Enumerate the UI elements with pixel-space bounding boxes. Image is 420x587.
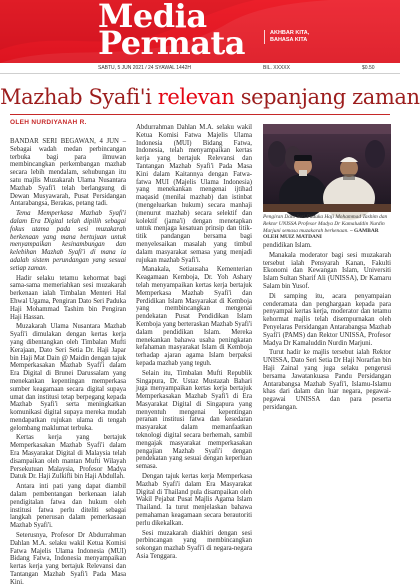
paragraph: BANDAR SERI BEGAWAN, 4 JUN – Sebagai wadah medan perbincangan terbuka bagi para ilmuwan membincangkan perkembangan mazhab secara lebih mendalam, sehubungan itu satu majlis Muzakarah Ulama Nusantara Mazhab Syafi'i telah berlangsung di Dewan Musyawarah, Pusat Persidangan Antarabangsa, Berakas, petang tadi. (10, 138, 126, 208)
headline-divider (10, 114, 390, 115)
tagline-line-2: BAHASA KITA (270, 37, 308, 43)
headline-part-2: sepanjang zaman (234, 85, 420, 109)
article-headline (0, 84, 420, 110)
article-photo (263, 124, 391, 212)
headline-part-1: Mazhab Syafi'i (0, 85, 158, 109)
photo-caption (263, 214, 391, 241)
photo-credit: – GAMBAR OLEH MUIZ MATDANI (263, 227, 379, 241)
paragraph: Abdurrahman Dahlan M.A. selaku wakil Ketua Komisi Fatwa Majelis Ulama Indonesia (MUI) Bidang Fatwa, Indonesia, telah menyampaikan kertas kerja yang bertajuk Relevansi dan Tantangan Mazhab Syafi'i Pada Masa Kini dalam Kaitannya dengan Fatwa-fatwa MUI (Majelis Ulama Indonesia) yang menekankan mengenai ijtihad maqasid (menilai mazhab) dan istinbat (mengeluarkan hukum) secara manhaji (menurut mazhab) secara selektif dan kolektif (jama'i) dengan menetapkan untuk menjaga kesatuan prinsip dan titik-titik pandangan bersama bagi menyelesaikan masalah yang timbul dalam masyarakat semasa yang menjadi rujukan mazhab Syafi'i. (136, 124, 252, 264)
issue-edition: BIL. XXXXX (263, 65, 290, 71)
paragraph: Muzakarah Ulama Nusantara Mazhab Syafi'i dimulakan dengan kertas kerja yang dibentangkan oleh Timbalan Mufti Kerajaan, Dato Seri Setia Dr. Haji Japar bin Haji Mat Dain @ Maidin dengan tajuk Memperkasakan Mazhab Syafi'i dalam Era Digital di Brunei Darussalam yang menekankan kepentingan memperkasa sumber keagamaan secara digital supaya umat dan institusi tetap berpegang kepada Mazhab Syafi'i serta meningkatkan komunikasi digital supaya mereka mudah mendapatkan rujukan ulama di tengah gelombang maklumat terbuka. (10, 323, 126, 432)
paragraph: Di samping itu, acara penyampaian cenderamata dan penghargaan kepada para penyampai kertas kerja, moderator dan tetamu kehormat majlis telah disempurnakan oleh Penyelaras Persidangan Antarabangsa Mazhab Syafi'i (PAMS) dan Rektor UNISSA, Profesor Madya Dr Kamaluddin Nurdin Marjuni. (263, 292, 391, 347)
paragraph: Hadir selaku tetamu kehormat bagi sama-sama memeriahkan sesi muzakarah berkenaan ialah Timbalan Menteri Hal Ehwal Ugama, Pengiran Dato Seri Paduka Haji Mohammad Tashim bin Pengiran Haji Hassan. (10, 274, 126, 321)
paragraph: Selain itu, Timbalan Mufti Republik Singapura, Dr. Ustaz Mustazah Bahari juga menyampaikan kertas kerja bertajuk Memperkasakan Mazhab Syafi'i di Era Masyarakat Digital di Singapura yang menyentuh mengenai kepentingan peranan institusi fatwa dan kesedaran masyarakat dalam memanfaatkan teknologi digital secara berhemah, sambil mengajak masyarakat memperkasakan pengajian Mazhab Syafi'i dengan pendekatan yang sesuai dengan keperluan semasa. (136, 369, 252, 471)
masthead-title-media: Media (98, 0, 207, 35)
headline-highlight: relevan (157, 85, 235, 109)
issue-price: $0.50 (362, 65, 375, 71)
article-column-3 (263, 242, 391, 512)
paragraph: Sesi muzakarah diakhiri dengan sesi perbincangan yang membincangkan sokongan mazhab Syafi'i di negara-negara Asia Tenggara. (136, 529, 252, 561)
paragraph: Dengan tajuk kertas kerja Memperkasa Mazhab Syafi'i dalam Era Masyarakat Digital di Thailand pula disampaikan oleh Wakil Pejabat Pusat Majlis Agama Islam Thailand. Ia turut menjelaskan bahawa pemahaman keagamaan secara berautoriti perlu dikekalkan. (136, 473, 252, 527)
photo-illustration (263, 124, 391, 212)
masthead (0, 0, 400, 63)
issue-date: SABTU, 5 JUN 2021 / 24 SYAWAL 1442H (98, 65, 192, 71)
caption-text: Pengiran Dato Seri Paduka Haji Mohammad Tashim dan Rektor UNISSA Profesor Madya Dr Kamaluddin Nurdin Marjuni semasa muzakarah berkenaan. (263, 214, 388, 234)
masthead-title-permata: Permata (98, 24, 246, 62)
tagline-line-1: AKHBAR KITA, (270, 30, 310, 36)
paragraph: Turut hadir ke majlis tersebut ialah Rektor UNISSA, Dato Seri Setia Dr Haji Norarfan bin Haji Zainal yang juga selaku pengerusi bersama Jawatankuasa Pandu Persidangan Antarabangsa Mazhab Syafi'i, Islamu-Islamu khas dari dalam dan luar negara, pegawai-pegawai UNISSA dan para peserta persidangan. (263, 349, 391, 411)
article-byline: OLEH NURDIYANAH R. (10, 119, 87, 126)
paragraph: Antara inti pati yang dapat diambil dalam pembentangan berkenaan ialah pendigitalan fatwa dan hukum oleh institusi fatwa perlu diteliti sebagai langkah penerusan dalam pemerkasaan Mazhab Syafi'i. (10, 483, 126, 530)
paragraph: Tema Memperkasa Mazhab Syafi'i dalam Era Digital telah dipilih sebagai fokus utama pada sesi muzakarah berkenaan yang mana bertujuan untuk menyampaikan kesinambungan dan kelebihan Mazhab Syafi'i di mana ia adalah sistem perundangan yang sesuai setiap zaman. (10, 210, 126, 272)
article-column-2 (136, 124, 252, 561)
paragraph: Seterusnya, Profesor Dr Abdurrahman Dahlan M.A. selaku wakil Ketua Komisi Fatwa Majelis Ulama Indonesia (MUI) Bidang Fatwa, Indonesia menyampaikan kertas kerja yang bertajuk Relevansi dan Tantangan Mazhab Syafi'i Pada Masa Kini. (10, 532, 126, 586)
paragraph: Kertas kerja yang bertajuk Memperkasakan Mazhab Syafi'i dalam Era Masyarakat Digital di Malaysia telah disampaikan oleh mantan Mufti Wilayah Persekutuan Malaysia, Profesor Madya Datuk Dr. Haji Zulkifli bin Haji Abdullah. (10, 434, 126, 481)
paragraph: Manakala moderator bagi sesi muzakarah tersebut ialah Pensyarah Kanan, Fakulti Ekonomi dan Kewangan Islam, Universiti Islam Sultan Sharif Ali (UNISSA), Dr Kamaru Salam bin Yusof. (263, 251, 391, 290)
issue-info-bar (0, 63, 400, 74)
masthead-tagline (264, 30, 309, 44)
paragraph: pendidikan Islam. (263, 242, 312, 249)
article-column-1 (10, 138, 126, 586)
paragraph: Manakala, Setiausaha Kementerian Keagamaan Kemboja, Dr. Yoh Ashary telah menyampaikan kertas kerja bertajuk Memperkasa Mazhab Syafi'i dan Perdidikan Islam Masyarakat di Kemboja yang membincangkan mengenai pendekatan Pusat Pendidikan Islam Kemboja yang berteraskan Mazhab Syafi'i dalam pendidikan Islam. Mereka menekankan bahawa usaha peningkatan kefahaman masyarakat Islam di Kemboja terhadap ajaran agama Islam berpaksi kepada mazhab yang teguh. (136, 266, 252, 367)
